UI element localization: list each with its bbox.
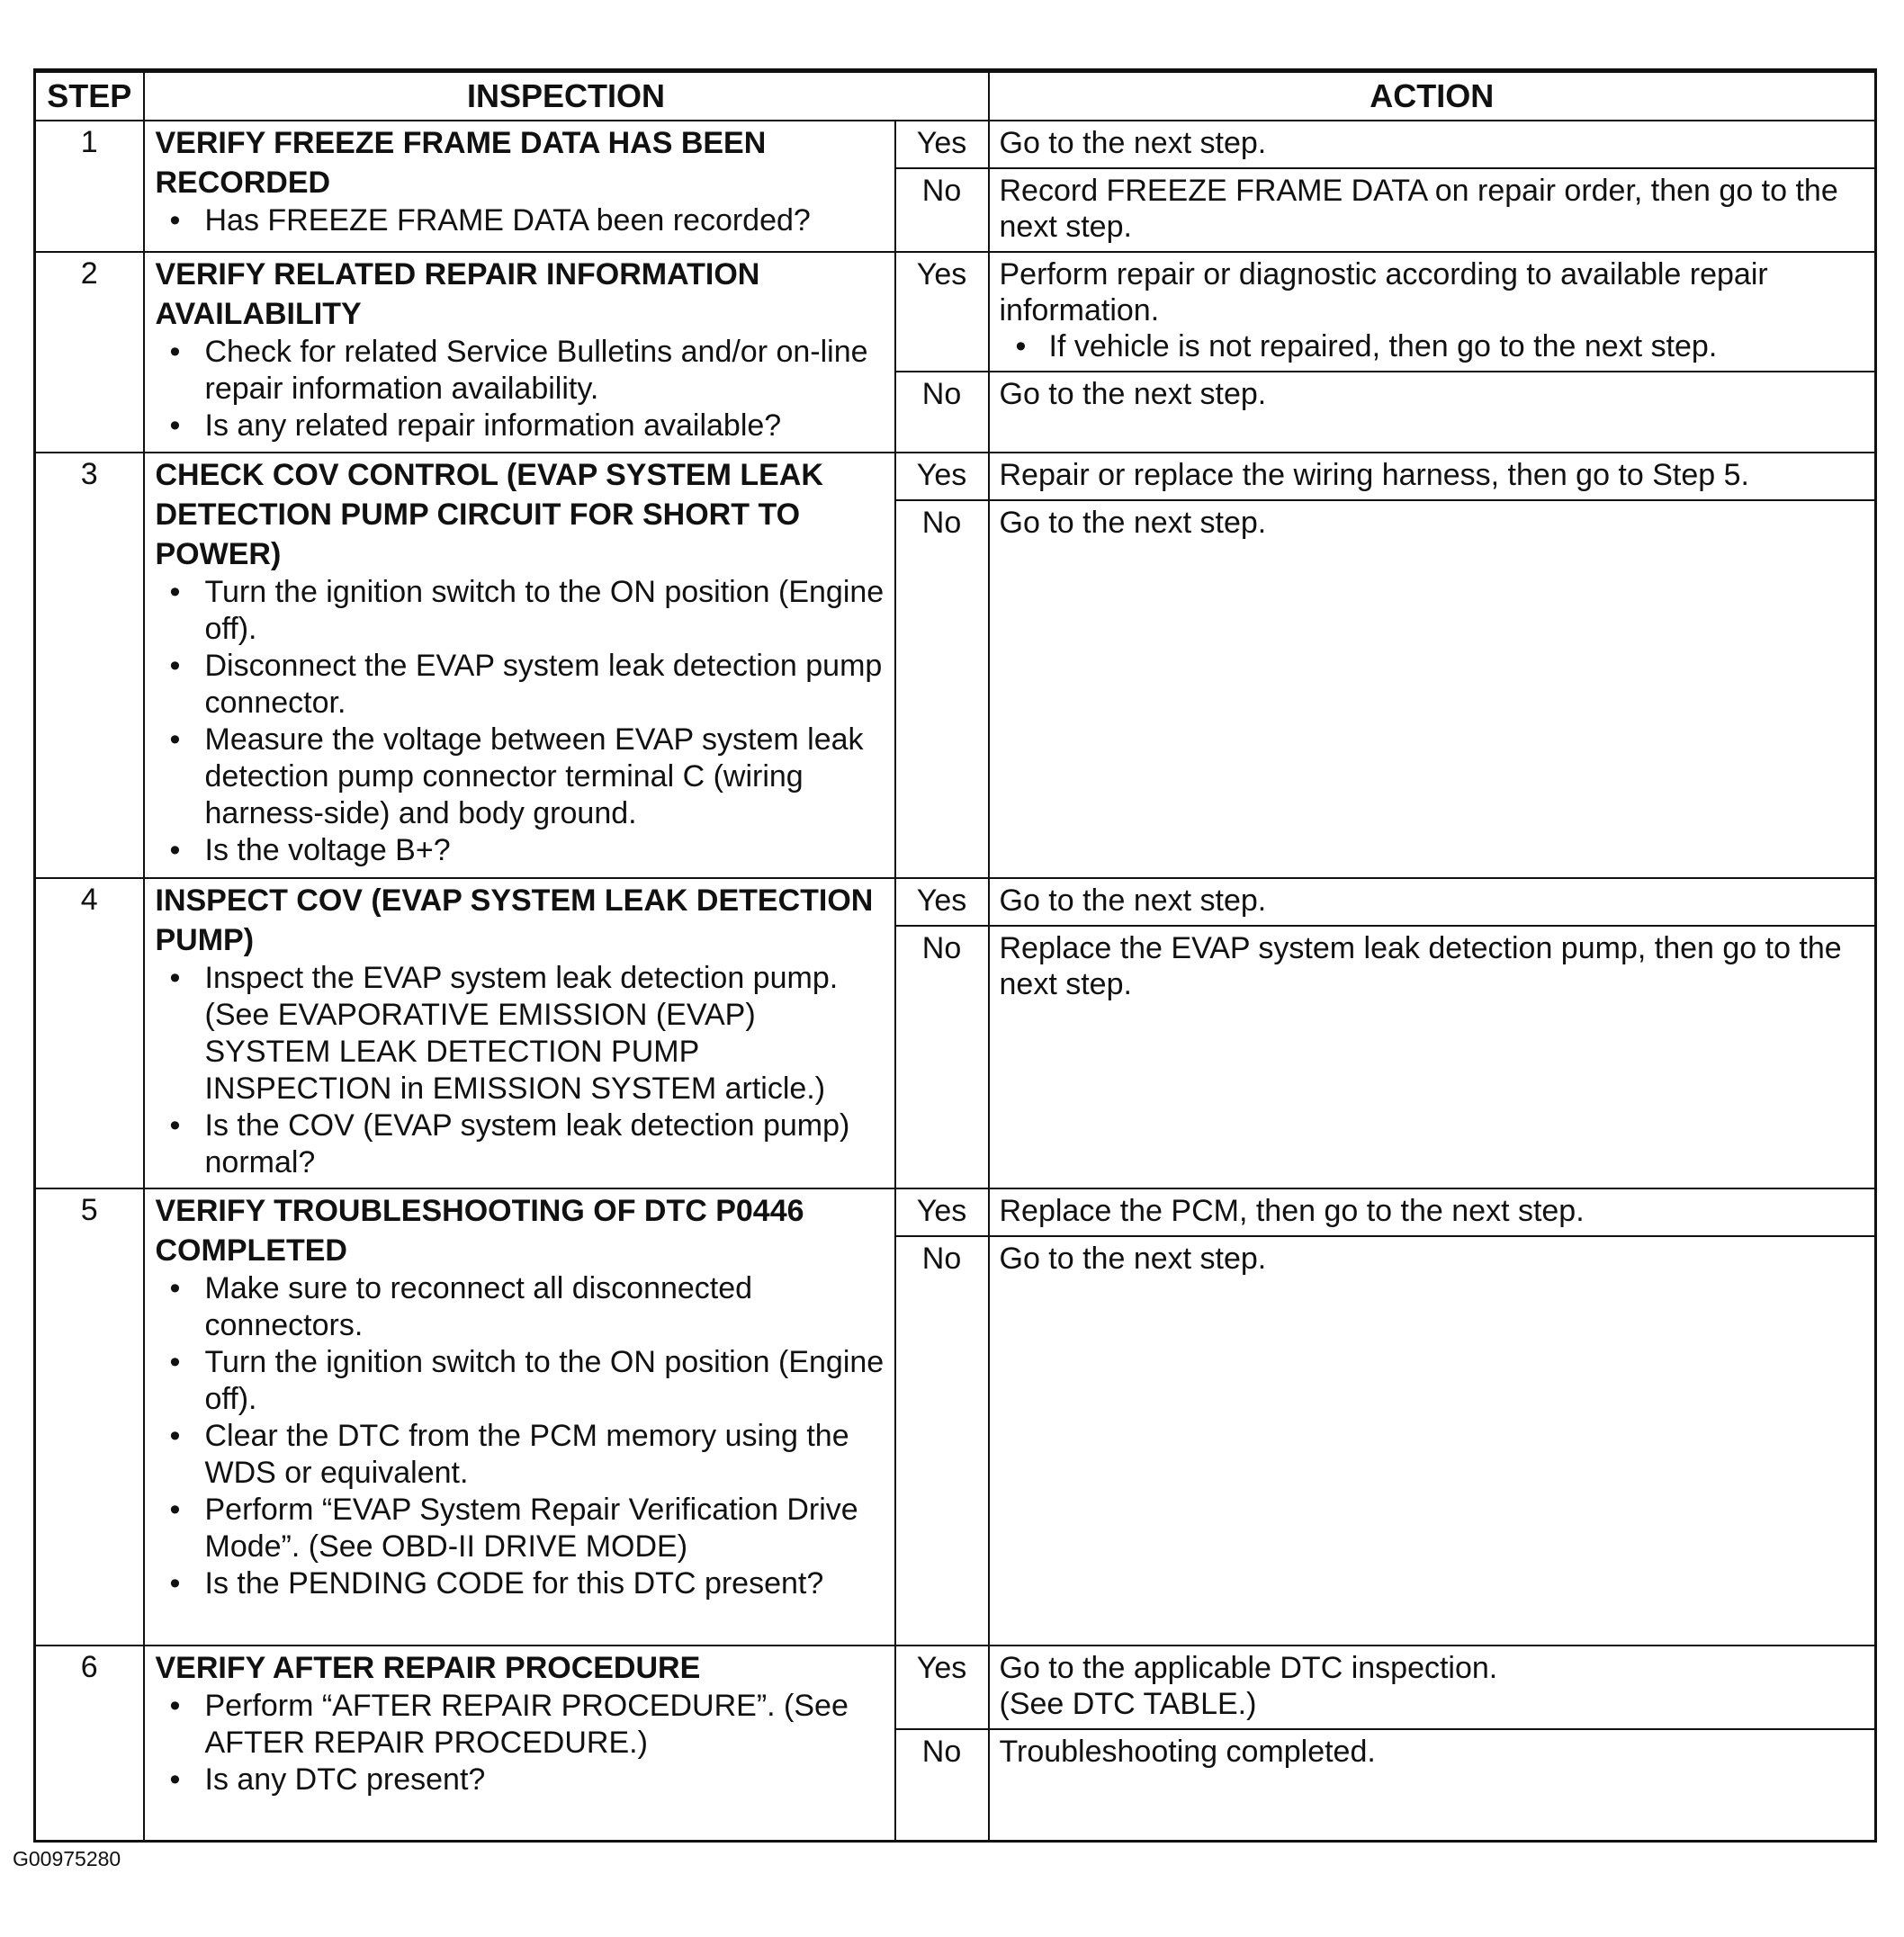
step-number: 1 bbox=[35, 121, 144, 252]
header-step: STEP bbox=[35, 71, 144, 121]
inspection-bullet: • Is any DTC present? bbox=[156, 1762, 887, 1798]
diagnostic-table bbox=[33, 68, 1877, 1843]
yes-action bbox=[989, 453, 1876, 500]
yes-action bbox=[989, 1646, 1876, 1729]
action-text: Go to the next step. bbox=[999, 126, 1267, 160]
yes-action bbox=[989, 1188, 1876, 1236]
yes-action bbox=[989, 121, 1876, 168]
inspection-bullet: • Is the voltage B+? bbox=[156, 832, 887, 869]
yes-label: Yes bbox=[895, 121, 989, 168]
yes-action bbox=[989, 878, 1876, 926]
no-label: No bbox=[895, 372, 989, 453]
no-label: No bbox=[895, 168, 989, 252]
inspection-bullet-list bbox=[156, 1688, 887, 1798]
inspection-bullet: • Turn the ignition switch to the ON position (Engine off). bbox=[156, 574, 887, 648]
no-label: No bbox=[895, 1729, 989, 1841]
inspection-cell bbox=[144, 878, 895, 1188]
inspection-bullet: • Check for related Service Bulletins and/or on-line repair information availability. bbox=[156, 334, 887, 408]
inspection-cell bbox=[144, 453, 895, 878]
inspection-cell bbox=[144, 1646, 895, 1841]
no-action bbox=[989, 926, 1876, 1188]
action-text: Go to the next step. bbox=[999, 377, 1267, 411]
inspection-bullet: • Is any related repair information available? bbox=[156, 408, 887, 444]
inspection-bullet: • Is the PENDING CODE for this DTC present? bbox=[156, 1565, 887, 1602]
inspection-bullet-list bbox=[156, 1270, 887, 1602]
inspection-bullet: • Is the COV (EVAP system leak detection pump) normal? bbox=[156, 1107, 887, 1181]
inspection-bullet-list bbox=[156, 574, 887, 869]
action-text: Perform repair or diagnostic according to available repair information. bbox=[999, 257, 1768, 327]
inspection-bullet-list bbox=[156, 334, 887, 444]
table-row bbox=[35, 252, 1876, 372]
table-header-row bbox=[35, 71, 1876, 121]
step-number: 4 bbox=[35, 878, 144, 1188]
yes-label: Yes bbox=[895, 878, 989, 926]
inspection-bullet: • Disconnect the EVAP system leak detection pump connector. bbox=[156, 648, 887, 722]
inspection-bullet-list bbox=[156, 202, 887, 239]
step-number: 5 bbox=[35, 1188, 144, 1646]
action-text: Troubleshooting completed. bbox=[999, 1735, 1376, 1769]
yes-label: Yes bbox=[895, 1188, 989, 1236]
inspection-bullet: • Perform “AFTER REPAIR PROCEDURE”. (See AFTER REPAIR PROCEDURE.) bbox=[156, 1688, 887, 1762]
no-action bbox=[989, 168, 1876, 252]
action-text: Go to the next step. bbox=[999, 883, 1267, 918]
action-text: Repair or replace the wiring harness, then go to Step 5. bbox=[999, 458, 1749, 492]
table-row bbox=[35, 1188, 1876, 1236]
inspection-cell bbox=[144, 1188, 895, 1646]
table-row bbox=[35, 453, 1876, 500]
inspection-bullet: • Clear the DTC from the PCM memory using the WDS or equivalent. bbox=[156, 1418, 887, 1492]
inspection-cell bbox=[144, 252, 895, 453]
action-text: Go to the applicable DTC inspection. bbox=[999, 1651, 1498, 1685]
inspection-title: VERIFY RELATED REPAIR INFORMATION AVAILABILITY bbox=[155, 257, 760, 331]
inspection-bullet: • Make sure to reconnect all disconnected connectors. bbox=[156, 1270, 887, 1344]
inspection-title: INSPECT COV (EVAP SYSTEM LEAK DETECTION PUMP) bbox=[155, 883, 874, 957]
action-text: Go to the next step. bbox=[999, 506, 1267, 540]
inspection-title: CHECK COV CONTROL (EVAP SYSTEM LEAK DETECTION PUMP CIRCUIT FOR SHORT TO POWER) bbox=[155, 458, 823, 571]
inspection-bullet: • Turn the ignition switch to the ON position (Engine off). bbox=[156, 1344, 887, 1418]
step-number: 2 bbox=[35, 252, 144, 453]
inspection-bullet-list bbox=[156, 960, 887, 1181]
no-action bbox=[989, 500, 1876, 878]
action-text: Replace the EVAP system leak detection pump, then go to the next step. bbox=[999, 931, 1842, 1001]
no-action bbox=[989, 372, 1876, 453]
action-text: (See DTC TABLE.) bbox=[999, 1687, 1257, 1721]
yes-label: Yes bbox=[895, 1646, 989, 1729]
table-row bbox=[35, 878, 1876, 926]
inspection-bullet: • Inspect the EVAP system leak detection pump. (See EVAPORATIVE EMISSION (EVAP) SYSTEM LEAK DETECTION PUMP INSPECTION in EMISSION SYSTEM article.) bbox=[156, 960, 887, 1107]
inspection-bullet: • Measure the voltage between EVAP system leak detection pump connector terminal C (wiring harness-side) and body ground. bbox=[156, 722, 887, 832]
inspection-title: VERIFY AFTER REPAIR PROCEDURE bbox=[155, 1651, 701, 1685]
inspection-bullet: • Has FREEZE FRAME DATA been recorded? bbox=[156, 202, 887, 239]
table-body bbox=[35, 121, 1876, 1841]
header-action: ACTION bbox=[989, 71, 1876, 121]
no-label: No bbox=[895, 926, 989, 1188]
inspection-cell bbox=[144, 121, 895, 252]
no-label: No bbox=[895, 1236, 989, 1646]
no-action bbox=[989, 1729, 1876, 1841]
action-bullet-list bbox=[1000, 328, 1866, 364]
action-bullet: • If vehicle is not repaired, then go to the next step. bbox=[1000, 328, 1866, 364]
inspection-bullet: • Perform “EVAP System Repair Verification Drive Mode”. (See OBD-II DRIVE MODE) bbox=[156, 1492, 887, 1565]
inspection-title: VERIFY TROUBLESHOOTING OF DTC P0446 COMPLETED bbox=[155, 1194, 804, 1268]
inspection-title: VERIFY FREEZE FRAME DATA HAS BEEN RECORDED bbox=[155, 126, 767, 200]
step-number: 3 bbox=[35, 453, 144, 878]
no-label: No bbox=[895, 500, 989, 878]
no-action bbox=[989, 1236, 1876, 1646]
action-text: Record FREEZE FRAME DATA on repair order, then go to the next step. bbox=[999, 174, 1838, 244]
yes-label: Yes bbox=[895, 453, 989, 500]
figure-id: G00975280 bbox=[13, 1847, 121, 1870]
header-inspection: INSPECTION bbox=[144, 71, 989, 121]
yes-label: Yes bbox=[895, 252, 989, 372]
action-text: Replace the PCM, then go to the next step. bbox=[999, 1194, 1585, 1228]
step-number: 6 bbox=[35, 1646, 144, 1841]
table-row bbox=[35, 1646, 1876, 1729]
yes-action bbox=[989, 252, 1876, 372]
table-row bbox=[35, 121, 1876, 168]
action-text: Go to the next step. bbox=[999, 1242, 1267, 1276]
